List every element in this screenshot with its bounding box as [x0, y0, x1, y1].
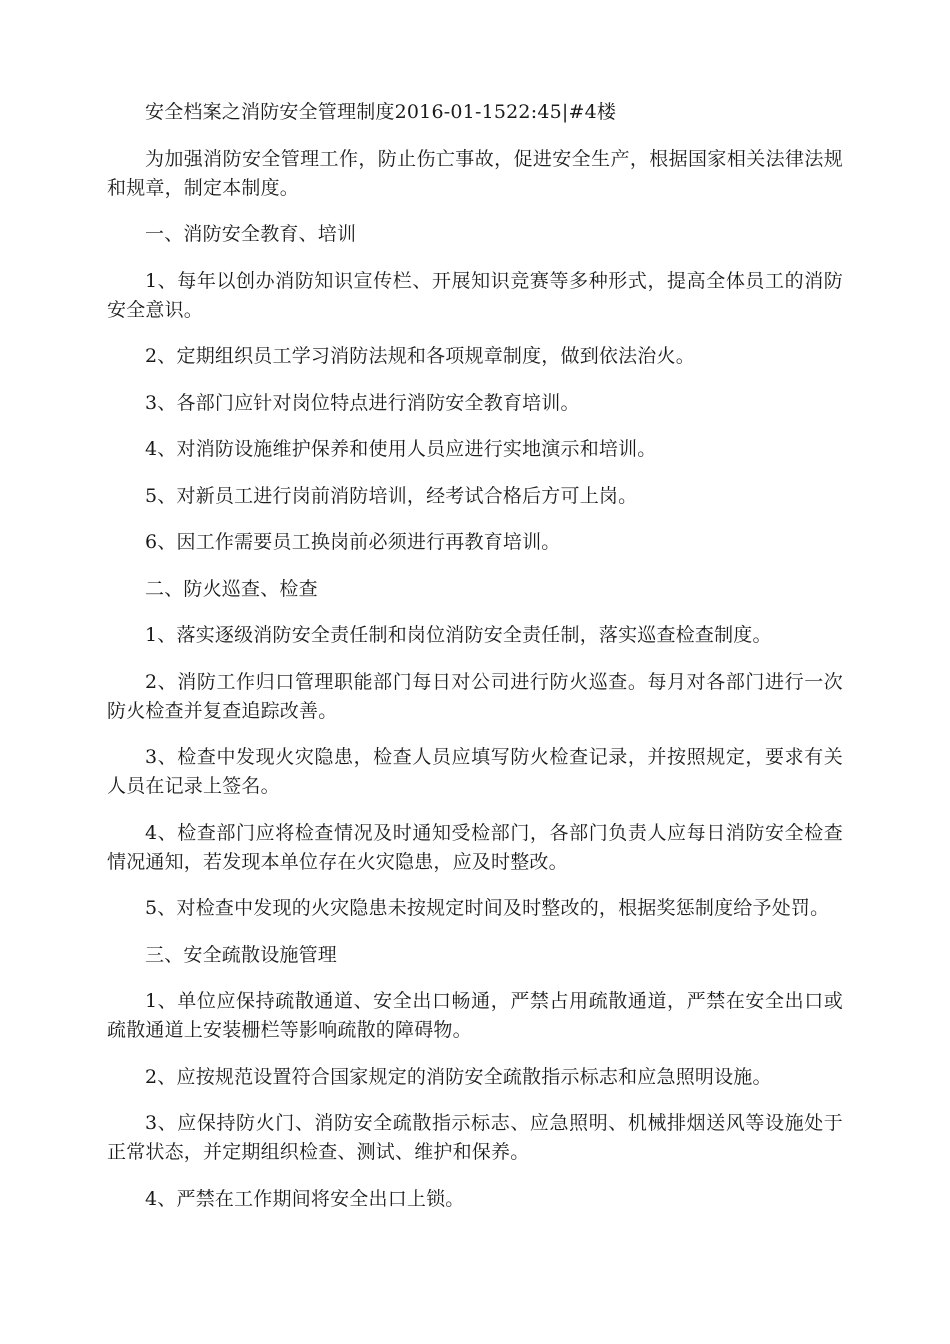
paragraph: 3、检查中发现火灾隐患，检查人员应填写防火检查记录，并按照规定，要求有关人员在记录上签名。 [107, 746, 843, 797]
paragraph: 2、定期组织员工学习消防法规和各项规章制度，做到依法治火。 [145, 345, 695, 367]
document-title: 安全档案之消防安全管理制度2016-01-1522:45|#4楼 [145, 101, 617, 123]
paragraph: 3、应保持防火门、消防安全疏散指示标志、应急照明、机械排烟送风等设施处于正常状态，并定期组织检查、测试、维护和保养。 [107, 1112, 843, 1163]
paragraph: 1、落实逐级消防安全责任制和岗位消防安全责任制，落实巡查检查制度。 [145, 624, 772, 646]
section-heading: 一、消防安全教育、培训 [145, 223, 357, 245]
intro-paragraph: 为加强消防安全管理工作，防止伤亡事故，促进安全生产，根据国家相关法律法规和规章，制定本制度。 [107, 147, 843, 199]
document-body [107, 98, 843, 1231]
paragraph: 4、严禁在工作期间将安全出口上锁。 [145, 1187, 465, 1210]
paragraph: 2、应按规范设置符合国家规定的消防安全疏散指示标志和应急照明设施。 [145, 1065, 772, 1088]
paragraph: 6、因工作需要员工换岗前必须进行再教育培训。 [145, 531, 561, 553]
paragraph: 1、每年以创办消防知识宣传栏、开展知识竞赛等多种形式，提高全体员工的消防安全意识。 [107, 269, 843, 321]
paragraph: 1、单位应保持疏散通道、安全出口畅通，严禁占用疏散通道，严禁在安全出口或疏散通道上安装栅栏等影响疏散的障碍物。 [107, 990, 843, 1041]
section-heading: 三、安全疏散设施管理 [145, 943, 338, 966]
paragraph: 4、检查部门应将检查情况及时通知受检部门，各部门负责人应每日消防安全检查情况通知，若发现本单位存在火灾隐患，应及时整改。 [107, 821, 843, 873]
paragraph: 5、对检查中发现的火灾隐患未按规定时间及时整改的，根据奖惩制度给予处罚。 [145, 897, 830, 919]
section-heading: 二、防火巡查、检查 [145, 577, 318, 600]
paragraph: 5、对新员工进行岗前消防培训，经考试合格后方可上岗。 [145, 484, 638, 507]
paragraph: 2、消防工作归口管理职能部门每日对公司进行防火巡查。每月对各部门进行一次防火检查并复查追踪改善。 [107, 670, 843, 722]
paragraph: 4、对消防设施维护保养和使用人员应进行实地演示和培训。 [145, 438, 657, 460]
paragraph: 3、各部门应针对岗位特点进行消防安全教育培训。 [145, 391, 580, 414]
